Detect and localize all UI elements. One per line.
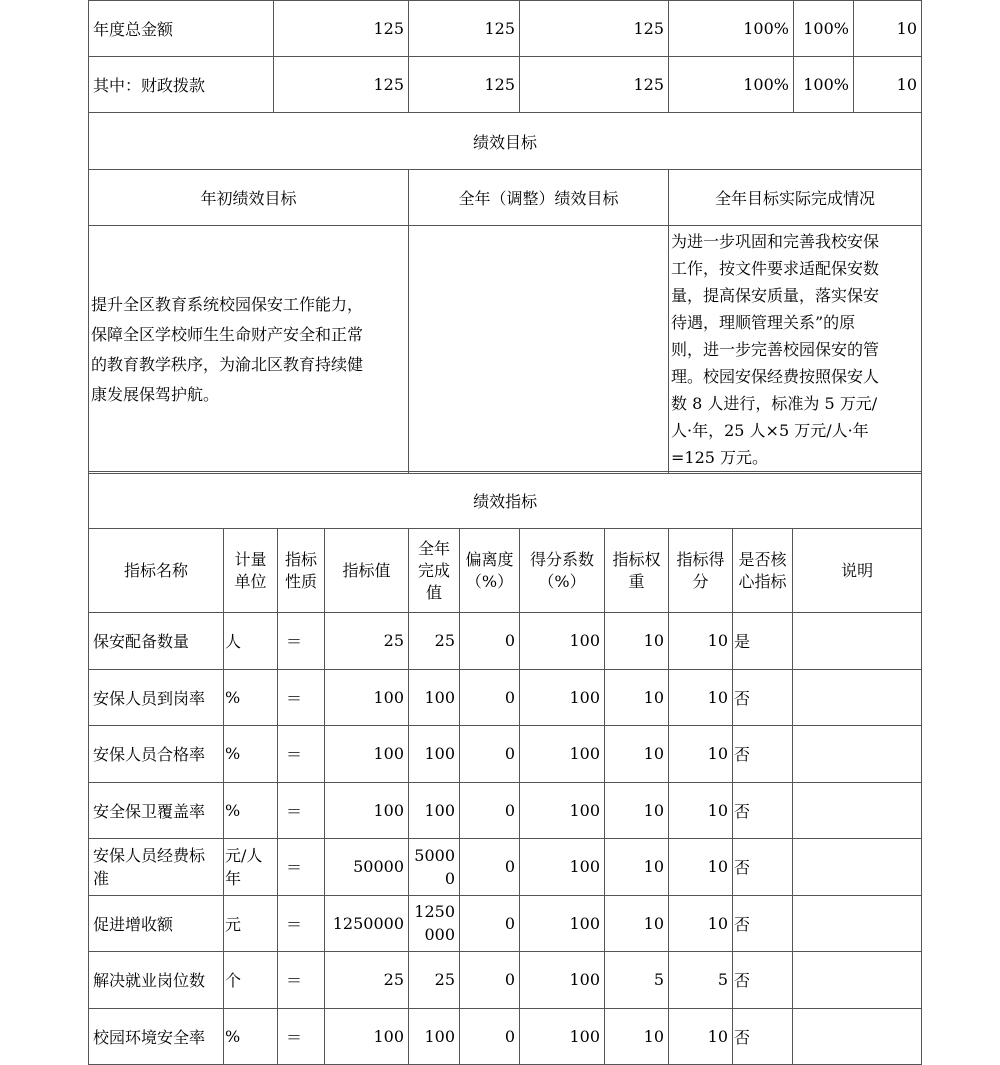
indicator-score: 10 [669, 895, 733, 952]
indicator-coef: 100 [520, 895, 605, 952]
indicator-unit [224, 839, 278, 896]
indicator-core: 否 [733, 895, 793, 952]
text-line: （%） [465, 571, 514, 591]
text-line: 指标值 [342, 560, 391, 580]
text-line: 为进一步巩固和完善我校安保 [671, 232, 880, 251]
header-nature [278, 529, 325, 613]
indicator-name: 安全保卫覆盖率 [89, 782, 224, 839]
header-note [793, 529, 922, 613]
indicator-nature: ＝ [278, 895, 325, 952]
header-coef [520, 529, 605, 613]
indicator-target: 100 [325, 782, 409, 839]
indicator-unit: 人 [224, 613, 278, 670]
indicator-weight: 10 [605, 839, 669, 896]
indicator-row [89, 726, 922, 783]
indicators-section-title: 绩效指标 [89, 472, 922, 529]
indicator-unit: % [224, 1008, 278, 1065]
indicator-row [89, 782, 922, 839]
indicator-row [89, 613, 922, 670]
indicator-name: 解决就业岗位数 [89, 952, 224, 1009]
indicator-row [89, 1008, 922, 1065]
indicator-actual: 100 [409, 782, 460, 839]
indicator-unit: % [224, 726, 278, 783]
text-line: 指标 [284, 549, 317, 569]
indicator-core: 否 [733, 782, 793, 839]
indicators-table [88, 471, 922, 1065]
text-line: 提升全区教育系统校园保安工作能力， [91, 294, 364, 314]
indicator-name: 保安配备数量 [89, 613, 224, 670]
text-line: 偏离度 [465, 549, 514, 569]
text-line: 计量 [234, 549, 267, 569]
indicator-deviation: 0 [460, 952, 520, 1009]
indicator-target: 25 [325, 952, 409, 1009]
header-actual [409, 529, 460, 613]
text-line: 理。校园安保经费按照保安人 [671, 367, 880, 386]
indicator-row [89, 895, 922, 952]
indicator-score: 10 [669, 613, 733, 670]
indicator-note [793, 613, 922, 670]
text-line: 则，进一步完善校园保安的管 [671, 340, 880, 359]
text-line: 分 [692, 571, 709, 591]
text-line: 指标得 [676, 549, 725, 569]
text-line: 说明 [841, 560, 874, 580]
indicator-target: 50000 [325, 839, 409, 896]
indicator-row [89, 952, 922, 1009]
indicator-weight: 10 [605, 613, 669, 670]
budget-score: 10 [854, 57, 922, 113]
text-line: 指标权 [612, 549, 661, 569]
budget-goals-table [88, 0, 922, 474]
indicator-nature: ＝ [278, 782, 325, 839]
indicator-note [793, 726, 922, 783]
indicator-nature: ＝ [278, 726, 325, 783]
indicator-coef: 100 [520, 782, 605, 839]
indicator-note [793, 782, 922, 839]
indicator-core: 否 [733, 839, 793, 896]
indicator-deviation: 0 [460, 895, 520, 952]
indicators-header-row [89, 529, 922, 613]
indicator-weight: 10 [605, 782, 669, 839]
indicator-actual [409, 895, 460, 952]
text-line: 值 [425, 582, 442, 602]
indicator-nature: ＝ [278, 839, 325, 896]
header-actual-completion: 全年目标实际完成情况 [669, 170, 922, 226]
indicator-actual: 100 [409, 669, 460, 726]
indicator-note [793, 1008, 922, 1065]
header-target [325, 529, 409, 613]
indicator-weight: 5 [605, 952, 669, 1009]
text-line: 是否核 [738, 549, 787, 569]
budget-value: 125 [409, 1, 520, 57]
indicator-actual: 25 [409, 952, 460, 1009]
indicator-unit: 个 [224, 952, 278, 1009]
budget-value: 125 [274, 1, 409, 57]
text-line: 1250 [414, 902, 455, 922]
indicator-unit: 元 [224, 895, 278, 952]
indicator-name [89, 839, 224, 896]
text-line: 准 [93, 868, 110, 888]
text-line: 全年 [417, 538, 450, 558]
indicator-score: 10 [669, 726, 733, 783]
text-line: 元/人 [225, 845, 263, 865]
text-line: 的教育教学秩序，为渝北区教育持续健 [91, 354, 364, 374]
indicator-unit: % [224, 669, 278, 726]
indicator-note [793, 952, 922, 1009]
indicator-name: 促进增收额 [89, 895, 224, 952]
indicator-coef: 100 [520, 726, 605, 783]
indicator-row [89, 669, 922, 726]
text-line: 心指标 [738, 571, 787, 591]
budget-rate: 100% [669, 1, 794, 57]
text-line: 性质 [284, 571, 317, 591]
header-weight [605, 529, 669, 613]
text-line: 000 [424, 925, 455, 945]
header-deviation [460, 529, 520, 613]
budget-value: 125 [520, 57, 669, 113]
adjusted-goal-text [409, 226, 669, 474]
indicator-actual: 25 [409, 613, 460, 670]
budget-rate: 100% [794, 57, 854, 113]
indicator-actual: 100 [409, 1008, 460, 1065]
text-line: （%） [538, 571, 586, 591]
indicator-deviation: 0 [460, 839, 520, 896]
indicator-weight: 10 [605, 895, 669, 952]
header-name [89, 529, 224, 613]
indicator-deviation: 0 [460, 613, 520, 670]
indicator-coef: 100 [520, 839, 605, 896]
indicator-deviation: 0 [460, 726, 520, 783]
budget-row-fiscal [89, 57, 922, 113]
indicator-row [89, 839, 922, 896]
text-line: 重 [628, 571, 645, 591]
indicator-weight: 10 [605, 726, 669, 783]
indicator-core: 否 [733, 1008, 793, 1065]
indicator-target: 25 [325, 613, 409, 670]
header-initial-goal: 年初绩效目标 [89, 170, 409, 226]
indicator-core: 否 [733, 726, 793, 783]
indicator-coef: 100 [520, 613, 605, 670]
text-line: =125 万元。 [671, 448, 769, 467]
indicator-actual [409, 839, 460, 896]
indicator-nature: ＝ [278, 952, 325, 1009]
actual-completion-text [669, 226, 922, 474]
indicator-nature: ＝ [278, 1008, 325, 1065]
indicator-nature: ＝ [278, 613, 325, 670]
indicator-score: 10 [669, 1008, 733, 1065]
header-core [733, 529, 793, 613]
indicator-weight: 10 [605, 1008, 669, 1065]
text-line: 数 8 人进行，标准为 5 万元/ [671, 394, 878, 413]
text-line: 完成 [417, 560, 450, 580]
indicator-coef: 100 [520, 669, 605, 726]
text-line: 单位 [234, 571, 267, 591]
text-line: 指标名称 [123, 560, 188, 580]
text-line: 工作，按文件要求适配保安数 [671, 259, 880, 278]
indicator-deviation: 0 [460, 782, 520, 839]
text-line: 康发展保驾护航。 [91, 384, 220, 404]
indicator-weight: 10 [605, 669, 669, 726]
text-line: 安保人员经费标 [93, 845, 206, 865]
budget-label: 其中：财政拨款 [89, 57, 274, 113]
header-unit [224, 529, 278, 613]
indicator-core: 否 [733, 952, 793, 1009]
goals-section-title: 绩效目标 [89, 113, 922, 170]
indicator-target: 100 [325, 1008, 409, 1065]
budget-value: 125 [520, 1, 669, 57]
indicator-score: 10 [669, 782, 733, 839]
budget-rate: 100% [794, 1, 854, 57]
budget-rate: 100% [669, 57, 794, 113]
indicator-actual: 100 [409, 726, 460, 783]
indicator-note [793, 895, 922, 952]
indicator-name: 校园环境安全率 [89, 1008, 224, 1065]
budget-value: 125 [409, 57, 520, 113]
indicator-score: 10 [669, 669, 733, 726]
indicator-note [793, 669, 922, 726]
text-line: 年 [225, 868, 242, 888]
indicator-name: 安保人员到岗率 [89, 669, 224, 726]
budget-row-total [89, 1, 922, 57]
text-line: 得分系数 [529, 549, 594, 569]
text-line: 保障全区学校师生生命财产安全和正常 [91, 324, 364, 344]
indicator-nature: ＝ [278, 669, 325, 726]
indicator-name: 安保人员合格率 [89, 726, 224, 783]
indicator-coef: 100 [520, 1008, 605, 1065]
budget-score: 10 [854, 1, 922, 57]
indicator-score: 10 [669, 839, 733, 896]
text-line: 5000 [414, 845, 455, 865]
indicator-deviation: 0 [460, 669, 520, 726]
text-line: 量，提高保安质量，落实保安 [671, 286, 880, 305]
indicator-target: 100 [325, 726, 409, 783]
text-line: 待遇，理顺管理关系”的原 [671, 313, 856, 332]
budget-value: 125 [274, 57, 409, 113]
indicator-coef: 100 [520, 952, 605, 1009]
initial-goal-text [89, 226, 409, 474]
indicator-target: 1250000 [325, 895, 409, 952]
indicator-deviation: 0 [460, 1008, 520, 1065]
indicator-score: 5 [669, 952, 733, 1009]
indicator-core: 否 [733, 669, 793, 726]
indicator-unit: % [224, 782, 278, 839]
indicator-note [793, 839, 922, 896]
text-line: 人·年，25 人×5 万元/人·年 [671, 421, 869, 440]
header-adjusted-goal: 全年（调整）绩效目标 [409, 170, 669, 226]
header-score [669, 529, 733, 613]
text-line: 0 [444, 868, 455, 888]
indicator-core: 是 [733, 613, 793, 670]
indicator-target: 100 [325, 669, 409, 726]
budget-label: 年度总金额 [89, 1, 274, 57]
